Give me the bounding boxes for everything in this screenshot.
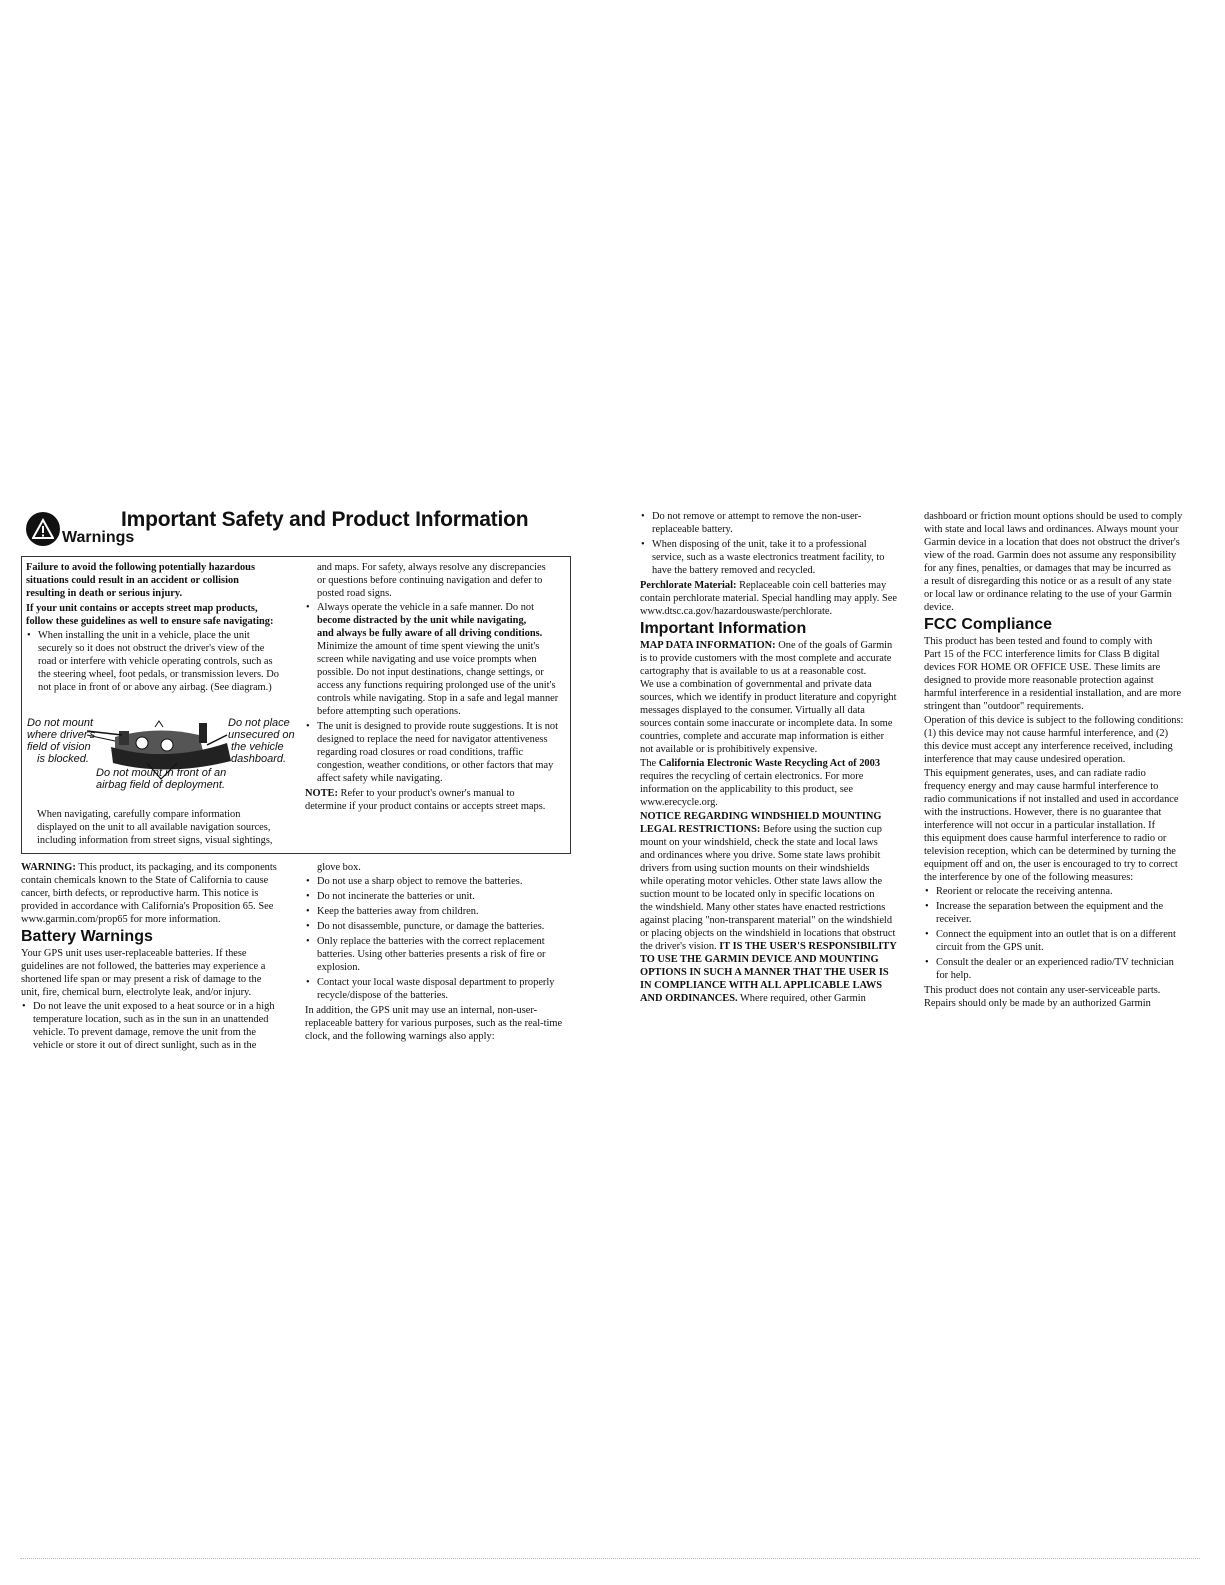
battery-bullet-heat: • Do not leave the unit exposed to a heat source or in a high temperature location, such as in the sun in an unattended vehicle. To prevent damage, remove the unit from the vehicle or store it out of direct sunlight, such as in the: [21, 1000, 293, 1052]
box-bullet-operate: • Always operate the vehicle in a safe manner. Do not become distracted by the unit while navigating, and always be fully aware of all driving conditions. Minimize the amount of time spent viewing the unit's screen while navigating and use voice prompts when possible. Do not input destinations, change settings, or access any functions requiring prolonged use of the unit's controls while navigating. Stop in a safe and legal manner before attempting such operations.: [305, 601, 570, 718]
internal-battery-bullet-dispose: • When disposing of the unit, take it to a professional service, such as a waste electronics treatment facility, to have the battery removed and recycled.: [640, 538, 912, 577]
fcc-measure-outlet: • Connect the equipment into an outlet that is on a different circuit from the GPS unit.: [924, 928, 1214, 954]
battery-bullet-disassemble: • Do not disassemble, puncture, or damage the batteries.: [305, 920, 575, 933]
column-4: [924, 510, 1214, 1011]
perchlorate-paragraph: Perchlorate Material: Replaceable coin cell batteries may contain perchlorate material. Special handling may apply. See www.dtsc.ca.gov/hazardouswaste/perchlorate.: [640, 580, 897, 617]
fcc-paragraph-1: This product has been tested and found to comply with Part 15 of the FCC interference limits for Class B digital devices FOR HOME OR OFFICE USE. These limits are designed to provide more reasonable protection against harmful interference in a residential installation, and are more stringent than "outdoor" requirements.: [924, 636, 1182, 712]
fcc-measure-consult: • Consult the dealer or an experienced radio/TV technician for help.: [924, 956, 1214, 982]
internal-battery-bullet-remove: • Do not remove or attempt to remove the non-user- replaceable battery.: [640, 510, 912, 536]
warning-icon-circle: [26, 512, 60, 546]
warning-triangle-icon: [32, 518, 54, 540]
internal-battery-paragraph: In addition, the GPS unit may use an internal, non-user- replaceable battery for various purposes, such as the real-time clock, and the following warnings also apply:: [305, 1005, 563, 1042]
important-information-heading: Important Information: [640, 620, 807, 637]
box-bullet-route: • The unit is designed to provide route suggestions. It is not designed to replace the need for navigator attentiveness regarding road closures or road conditions, traffic congestion, weather conditions, or other factors that may affect safety while navigating.: [305, 720, 570, 785]
windshield-notice-paragraph: NOTICE REGARDING WINDSHIELD MOUNTING LEGAL RESTRICTIONS: Before using the suction cup mount on your windshield, check the state and local laws and ordinances where you drive. Some state laws prohibit drivers from using suction mounts on their windshields while operating motor vehicles. Other state laws allow the suction mount to be located only in specific locations on the windshield. Many other states have enacted restrictions against placing "non-transparent material" on the windshield or placing objects on the windshield in locations that obstruct the driver's vision. IT IS THE USER'S RESPONSIBILITY TO USE THE GARMIN DEVICE AND MOUNTING OPTIONS IN SUCH A MANNER THAT THE USER IS IN COMPLIANCE WITH ALL APPLICABLE LAWS AND ORDINANCES. Where required, other Garmin: [640, 811, 897, 1004]
battery-bullet-incinerate: • Do not incinerate the batteries or unit.: [305, 890, 575, 903]
box-lead: Failure to avoid the following potentially hazardous situations could result in an accident or collision resulting in death or serious injury.: [26, 562, 255, 599]
mounting-diagram: [27, 717, 297, 805]
mount-compliance-paragraph: dashboard or friction mount options should be used to comply with state and local laws and ordinances. Always mount your Garmin device in a location that does not obstruct the driver's view of the road. Garmin does not assume any responsibility for any fines, penalties, or damages that may be incurred as a result of disregarding this notice or as a result of any state or local law or ordinance relating to the use of your Garmin device.: [924, 511, 1183, 613]
column-1: [21, 861, 293, 1054]
battery-paragraph: Your GPS unit uses user-replaceable batteries. If these guidelines are not followed, the batteries may experience a shortened life span or may present a risk of damage to the unit, fire, chemical burn, electrolyte leak, and/or injury.: [21, 948, 266, 998]
diagram-label-left: Do not mount where driver's field of vision is blocked.: [27, 717, 96, 765]
diagram-label-right: Do not place unsecured on the vehicle dashboard.: [228, 717, 295, 765]
fcc-measure-separation: • Increase the separation between the equipment and the receiver.: [924, 900, 1214, 926]
box-bullet-install: • When installing the unit in a vehicle, place the unit securely so it does not obstruct the driver's view of the road or interfere with vehicle operating controls, such as the steering wheel, foot pedals, or transmission levers. Do not place in front of or above any airbag. (See diagram.): [26, 629, 294, 694]
battery-bullet-replace: • Only replace the batteries with the correct replacement batteries. Using other batteries presents a risk of fire or explosion.: [305, 935, 575, 974]
box-left-column: [26, 561, 294, 696]
fcc-paragraph-3: This equipment generates, uses, and can radiate radio frequency energy and may cause harmful interference to radio communications if not installed and used in accordance with the instructions. However, there is no guarantee that interference will not occur in a particular installation. If this equipment does cause harmful interference to radio or television reception, which can be determined by turning the equipment off and on, the user is encouraged to try to correct the interference by one of the following measures:: [924, 768, 1179, 883]
diagram-label-center: Do not mount in front of an airbag field of deployment.: [96, 767, 227, 791]
warnings-heading: Warnings: [62, 529, 135, 546]
prop65-warning: WARNING: This product, its packaging, and its components contain chemicals known to the State of California to cause cancer, birth defects, or reproductive harm. This notice is provided in accordance with California's Proposition 65. See www.garmin.com/prop65 for more information.: [21, 862, 277, 925]
box-left-column-bottom: [37, 808, 295, 848]
box-note: NOTE: Refer to your product's owner's manual to determine if your product contains or accepts street maps.: [305, 788, 546, 812]
map-data-paragraph: MAP DATA INFORMATION: One of the goals of Garmin is to provide customers with the most complete and accurate cartography that is available to us at a reasonable cost. We use a combination of governmental and private data sources, which we identify in product literature and copyright messages displayed to the consumer. Virtually all data sources contain some inaccurate or incomplete data. In some countries, complete and accurate map information is either not available or is prohibitively expensive.: [640, 640, 897, 755]
serviceable-parts-paragraph: This product does not contain any user-serviceable parts. Repairs should only be made by an authorized Garmin: [924, 985, 1161, 1009]
column-2: [305, 861, 575, 1044]
fcc-measure-reorient: • Reorient or relocate the receiving antenna.: [924, 885, 1214, 898]
box-maps-paragraph: and maps. For safety, always resolve any discrepancies or questions before continuing navigation and defer to posted road signs.: [317, 562, 546, 599]
battery-warnings-heading: Battery Warnings: [21, 928, 153, 945]
box-subheading: If your unit contains or accepts street map products, follow these guidelines as well to ensure safe navigating:: [26, 603, 274, 627]
box-compare-paragraph: When navigating, carefully compare information displayed on the unit to all available navigation sources, including information from street signs, visual sightings,: [37, 809, 273, 846]
battery-bullet-sharp: • Do not use a sharp object to remove the batteries.: [305, 875, 575, 888]
fcc-paragraph-2: Operation of this device is subject to the following conditions: (1) this device may not cause harmful interference, and (2) this device must accept any interference received, including interference that may cause undesired operation.: [924, 715, 1184, 765]
battery-bullet-dispose: • Contact your local waste disposal department to properly recycle/dispose of the batteries.: [305, 976, 575, 1002]
glove-box-continuation: glove box.: [317, 862, 361, 873]
california-recycling-paragraph: The California Electronic Waste Recycling Act of 2003 requires the recycling of certain electronics. For more information on the applicability to this product, see www.erecycle.org.: [640, 758, 881, 808]
column-3: [640, 510, 912, 1006]
box-right-column: [305, 561, 570, 814]
battery-bullet-children: • Keep the batteries away from children.: [305, 905, 575, 918]
page-title: Important Safety and Product Information: [121, 508, 529, 531]
fcc-compliance-heading: FCC Compliance: [924, 616, 1053, 633]
bottom-scan-line: [20, 1558, 1200, 1559]
